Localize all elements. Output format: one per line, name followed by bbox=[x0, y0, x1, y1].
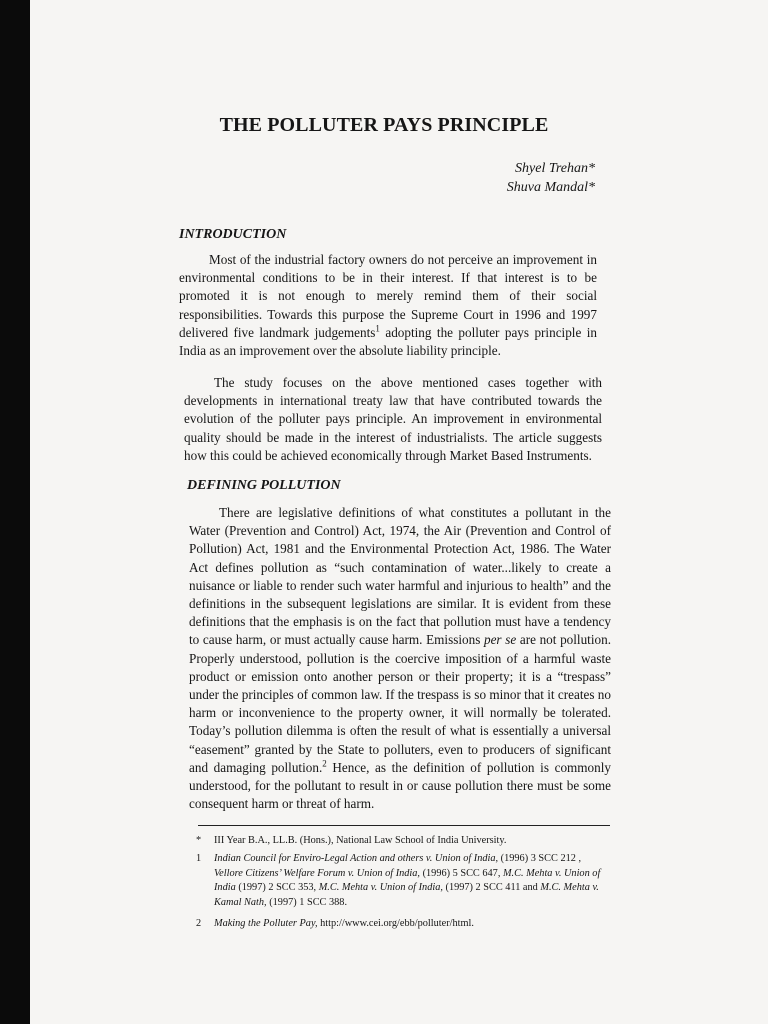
footnote-text bbox=[214, 917, 612, 932]
paragraph bbox=[189, 504, 611, 813]
footnote-mark: * bbox=[196, 835, 202, 846]
case-citation: (1996) 5 SCC 647, bbox=[420, 867, 503, 879]
case-name: M.C. Mehta v. Union of India, bbox=[318, 882, 443, 893]
footnote-item bbox=[196, 917, 612, 932]
article-title: THE POLLUTER PAYS PRINCIPLE bbox=[219, 114, 549, 136]
paragraph-text: are not pollution. Properly understood, pollution is the coercive imposition of a harmful waste product or emission onto another person or their property; it is a “trespass” under the principles of common law. If the trespass is so minor that it creates no harm or inconvenience to the property owner, it will normally be tolerated. Today’s pollution dilemma is often the result of what is essentially a universal “easement” granted by the State to polluters, even to producers of significant and damaging pollution. bbox=[189, 632, 611, 775]
scan-shadow-edge bbox=[0, 0, 30, 1024]
paragraph-text: Hence, as the definition of pollution is commonly understood, for the pollutant to result in or cause pollution there must be some consequent harm or threat of harm. bbox=[189, 759, 611, 812]
paragraph: The study focuses on the above mentioned cases together with developments in international treaty law that have contributed towards the evolution of the polluter pays principle. An improvement in environmental quality should be made in the interest of industrialists. The article suggests how this could be achieved economically through Market Based Instruments. bbox=[184, 375, 602, 463]
source-title: Making the Polluter Pay, bbox=[214, 918, 318, 929]
author-name: Shyel Trehan* bbox=[515, 161, 595, 176]
paragraph-text: adopting the polluter pays principle in India as an improvement over the absolute liability principle. bbox=[179, 324, 597, 359]
paragraph-text: Most of the industrial factory owners do not perceive an improvement in environmental conditions to be in their interest. If that interest is to be promoted it is not enough to merely remind them of their social responsibilities. Towards this purpose the Supreme Court in 1996 and 1997 delivered five landmark judgements bbox=[179, 252, 597, 340]
case-name: Vellore Citizens’ Welfare Forum v. Union of India, bbox=[214, 867, 421, 879]
paragraph bbox=[179, 251, 597, 360]
author-block bbox=[507, 159, 595, 197]
footnote-ref: 1 bbox=[375, 323, 380, 334]
footnote-text: III Year B.A., LL.B. (Hons.), National Law School of India University. bbox=[214, 835, 507, 846]
source-url: http://www.cei.org/ebb/polluter/html. bbox=[317, 918, 474, 929]
footnote-item bbox=[196, 834, 612, 849]
footnote-mark: 2 bbox=[196, 918, 202, 929]
case-citation: (1997) 1 SCC 388. bbox=[266, 896, 348, 908]
author-name: Shuva Mandal* bbox=[506, 180, 595, 195]
paragraph-emphasis: per se bbox=[483, 632, 517, 648]
footnote-text bbox=[214, 852, 612, 910]
case-citation: (1997) 2 SCC 353, bbox=[235, 882, 319, 893]
case-citation: (1997) 2 SCC 411 and bbox=[442, 882, 541, 893]
paragraph-text: There are legislative definitions of what constitutes a pollutant in the Water (Prevention and Control) Act, 1974, the Air (Prevention and Control of Pollution) Act, 1981 and the Environmental Protection Act, 1986. The Water Act defines pollution as “such contamination of water...likely to create a nuisance or liable to render such water harmful and injurious to health” and the definitions in the subsequent legislations are similar. It is evident from these definitions that the emphasis is on the fact that pollution must have a tendency to cause harm, or must actually cause harm. Emissions bbox=[189, 505, 611, 648]
footnote-divider bbox=[198, 825, 610, 826]
footnote-item bbox=[196, 852, 612, 910]
case-name: M.C. Mehta v. Union of India bbox=[214, 867, 601, 893]
section-heading-defining-pollution: DEFINING POLLUTION bbox=[187, 478, 341, 493]
case-name: M.C. Mehta v. Kamal Nath, bbox=[214, 882, 599, 908]
case-name: Indian Council for Enviro-Legal Action and others v. Union of India, bbox=[214, 853, 499, 864]
section-heading-introduction: INTRODUCTION bbox=[179, 227, 287, 242]
footnote-mark: 1 bbox=[196, 853, 202, 864]
footnote-ref: 2 bbox=[322, 758, 327, 769]
case-citation: (1996) 3 SCC 212 , bbox=[498, 853, 582, 864]
